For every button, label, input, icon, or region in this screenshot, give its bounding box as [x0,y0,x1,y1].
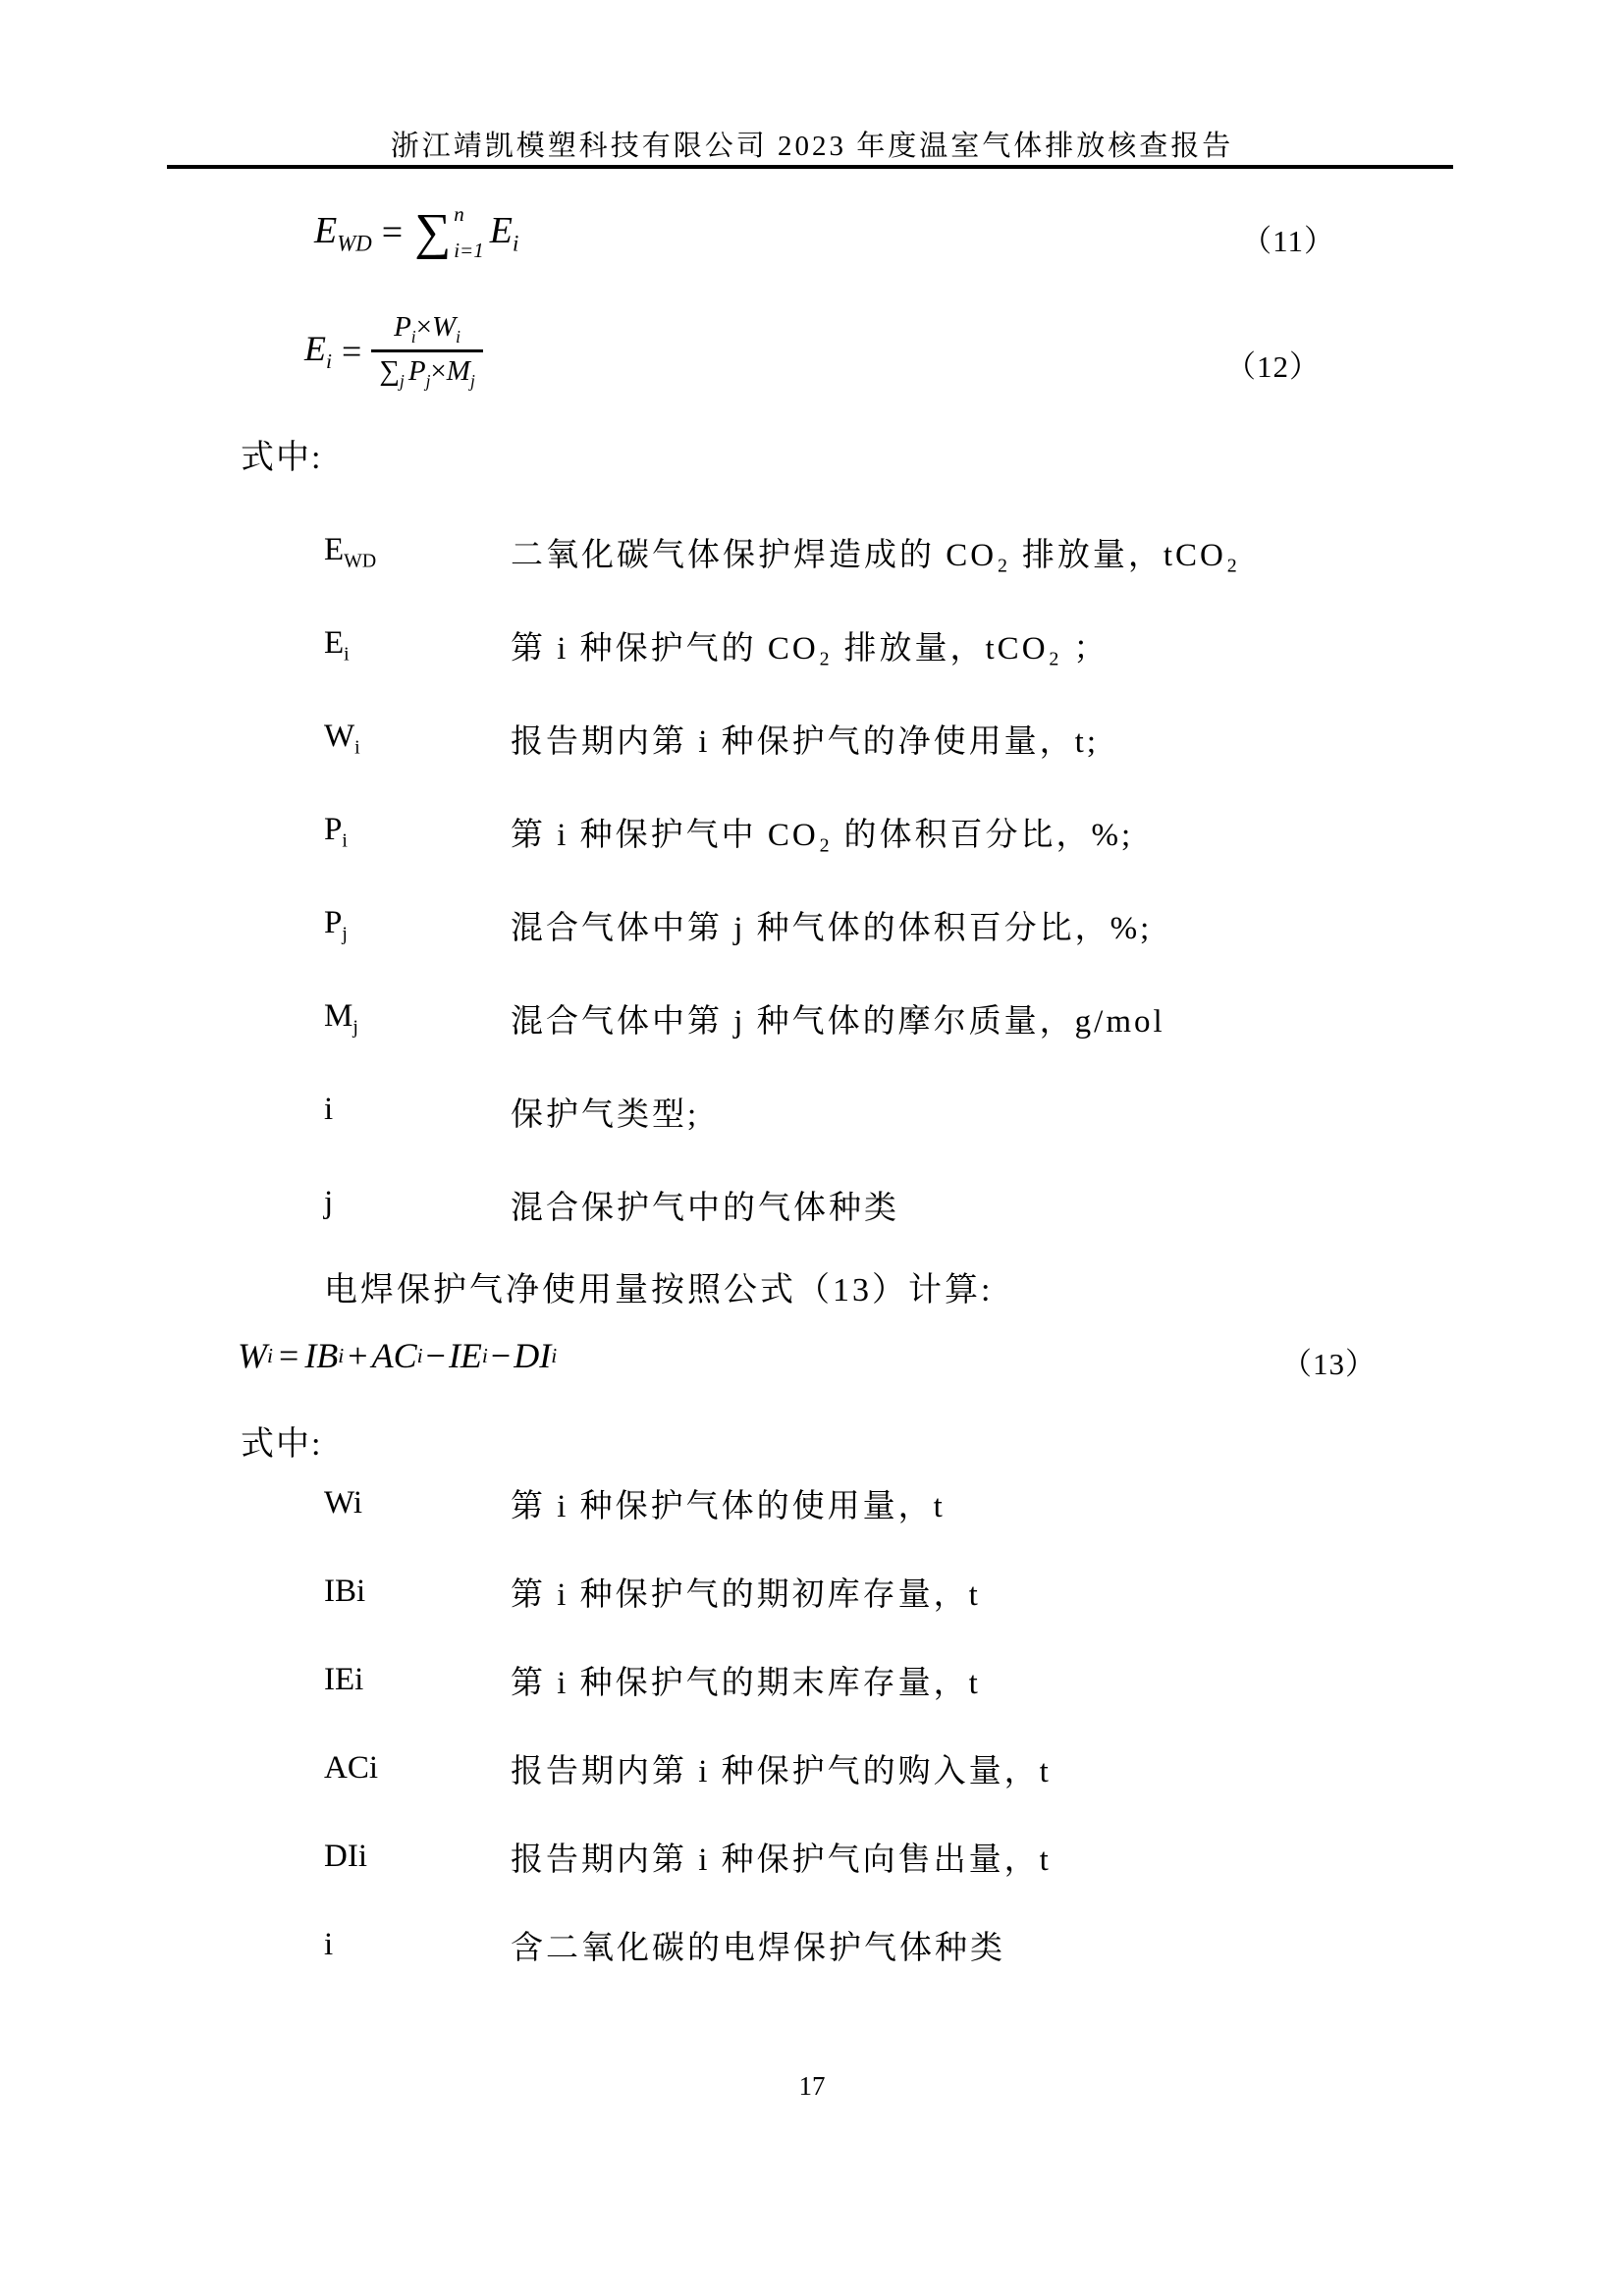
description: 报告期内第 i 种保护气向售出量，t [511,1842,1052,1878]
description: 第 i 种保护气的期末库存量，t [511,1665,981,1701]
symbol: ACi [324,1749,379,1786]
equation-number-13: （13） [1281,1347,1377,1381]
description: 混合保护气中的气体种类 [511,1191,899,1226]
description: 保护气类型; [511,1097,700,1133]
where-label-2: 式中: [241,1426,323,1463]
definition-row [324,879,1453,972]
summation-symbol: ∑ n i=1 [414,202,484,262]
formula-12-expression: $E_i$ = $\frac{P_i\times W_i}{\sum_j P_j\times M_j}$ [304,312,483,391]
where-label-1: 式中: [241,440,323,476]
definition-row [324,1459,1453,1547]
description: 二氧化碳气体保护焊造成的 CO₂ 排放量，tCO₂ [511,538,1241,573]
symbol: DIi [324,1838,367,1874]
formula-13 [167,1335,1453,1381]
definition-row [324,1158,1453,1252]
definition-row [324,692,1453,785]
page-number: 17 [798,2071,826,2101]
description: 第 i 种保护气体的使用量，t [511,1488,946,1524]
symbol: $P_j$ [324,904,348,945]
equation-number-11: （11） [1241,224,1335,258]
definition-row [324,1065,1453,1158]
equation-number-12: （12） [1225,349,1321,384]
definition-row [324,1635,1453,1724]
formula-11 [167,204,1453,261]
symbol: IBi [324,1573,366,1609]
symbol: Wi [324,1484,362,1521]
description: 第 i 种保护气的期初库存量，t [511,1576,981,1613]
definition-row [324,785,1453,879]
description: 第 i 种保护气的 CO₂ 排放量，tCO₂ ； [511,631,1110,667]
formula-11-lhs: $E_{WD}$ [314,209,372,256]
definition-row [324,972,1453,1065]
fraction-denominator: $\sum_j$ $P_j\times M_j$ [371,349,482,391]
definition-row [324,1724,1453,1812]
formula-13-expression: W i = IB i + AC i − IE i − DI i [238,1336,558,1375]
description: 报告期内第 i 种保护气的净使用量，t; [511,724,1100,760]
description: 含二氧化碳的电焊保护气体种类 [511,1930,1005,1966]
definition-list-formula12 [324,506,1453,1252]
symbol: i [324,1926,334,1962]
description: 报告期内第 i 种保护气的购入量，t [511,1753,1052,1789]
formula-12 [167,312,1453,391]
formula-12-lhs: $E_i$ [304,329,332,374]
definition-list-formula13 [324,1459,1453,1989]
symbol: $E_{WD}$ [324,531,377,572]
page-header-title: 浙江靖凯模塑科技有限公司 2023 年度温室气体排放核查报告 [390,131,1234,162]
symbol: $W_i$ [324,718,360,759]
fraction-numerator: $P_i\times W_i$ [394,311,461,347]
definition-row [324,506,1453,599]
symbol: $E_i$ [324,624,350,666]
definition-row [324,1900,1453,1989]
fraction [371,312,482,391]
formula-13-intro: 电焊保护气净使用量按照公式（13）计算: [324,1272,994,1308]
description: 混合气体中第 j 种气体的摩尔质量，g/mol [511,1004,1165,1040]
description: 第 i 种保护气中 CO₂ 的体积百分比，%; [511,818,1134,853]
definition-row [324,1547,1453,1635]
formula-11-term: $E_i$ [489,209,519,256]
definition-row [324,599,1453,692]
description: 混合气体中第 j 种气体的体积百分比，%; [511,911,1153,946]
symbol: $M_j$ [324,997,358,1039]
symbol: $P_i$ [324,811,348,852]
definition-row [324,1812,1453,1900]
formula-11-expression: $E_{WD}$ = ∑ n i=1 $E_i$ [314,202,519,262]
header-divider [167,165,1453,169]
symbol: i [324,1091,334,1127]
symbol: j [324,1184,334,1220]
symbol: IEi [324,1661,364,1697]
